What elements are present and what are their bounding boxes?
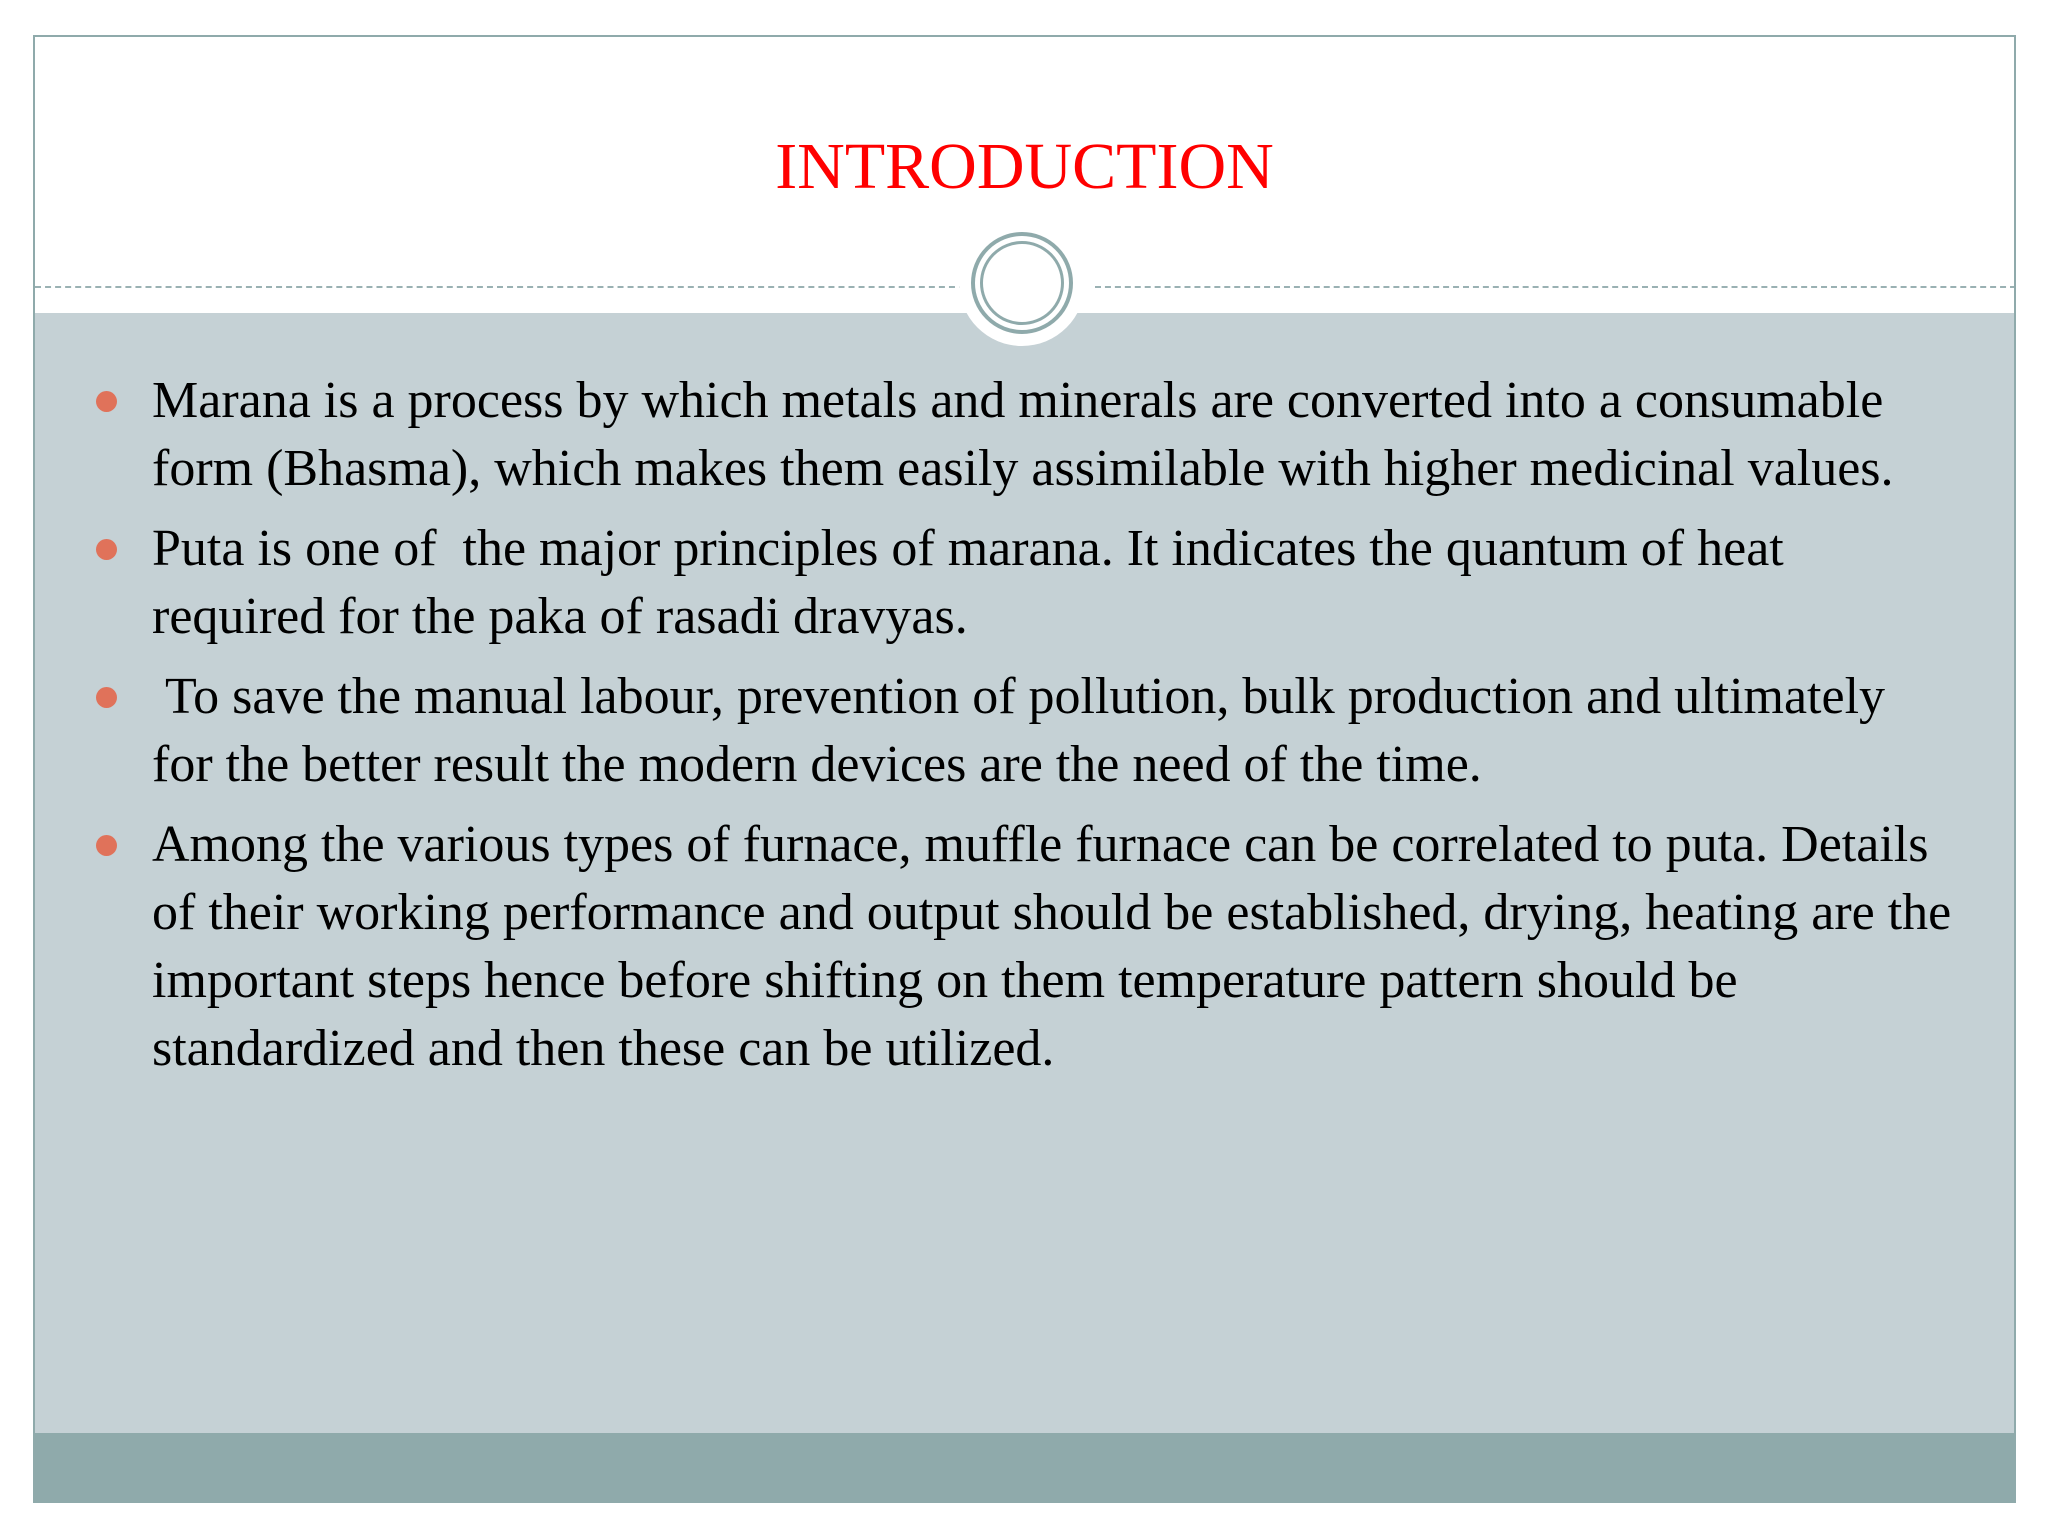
bullet-item [35,811,2014,1083]
bullet-dot-icon [96,687,117,708]
content-area [35,313,2014,1433]
bullet-text: Puta is one of the major principles of marana. It indicates the quantum of heat required for the paka of rasadi dravyas. [152,520,1797,645]
bullet-list [35,367,2014,1095]
slide [33,35,2016,1503]
bullet-dot-icon [96,835,117,856]
bullet-item [35,367,2014,503]
header-divider-right [1095,286,2016,288]
header-divider-left [35,286,965,288]
divider-circle-icon [980,241,1064,325]
bullet-dot-icon [96,391,117,412]
footer-bar [35,1433,2014,1503]
slide-title: INTRODUCTION [775,130,1274,203]
bullet-item [35,663,2014,799]
bullet-text: To save the manual labour, prevention of pollution, bulk production and ultimately for the better result the modern devices are the need of the time. [152,668,1899,793]
bullet-text: Among the various types of furnace, muffle furnace can be correlated to puta. Details of their working performance and output should be established, drying, heating are the important steps hence before shifting on them temperature pattern should be standardized and then these can be utilized. [152,816,1965,1077]
bullet-dot-icon [96,539,117,560]
bullet-text: Marana is a process by which metals and minerals are converted into a consumable form (Bhasma), which makes them easily assimilable with higher medicinal values. [152,372,1897,497]
bullet-item [35,515,2014,651]
